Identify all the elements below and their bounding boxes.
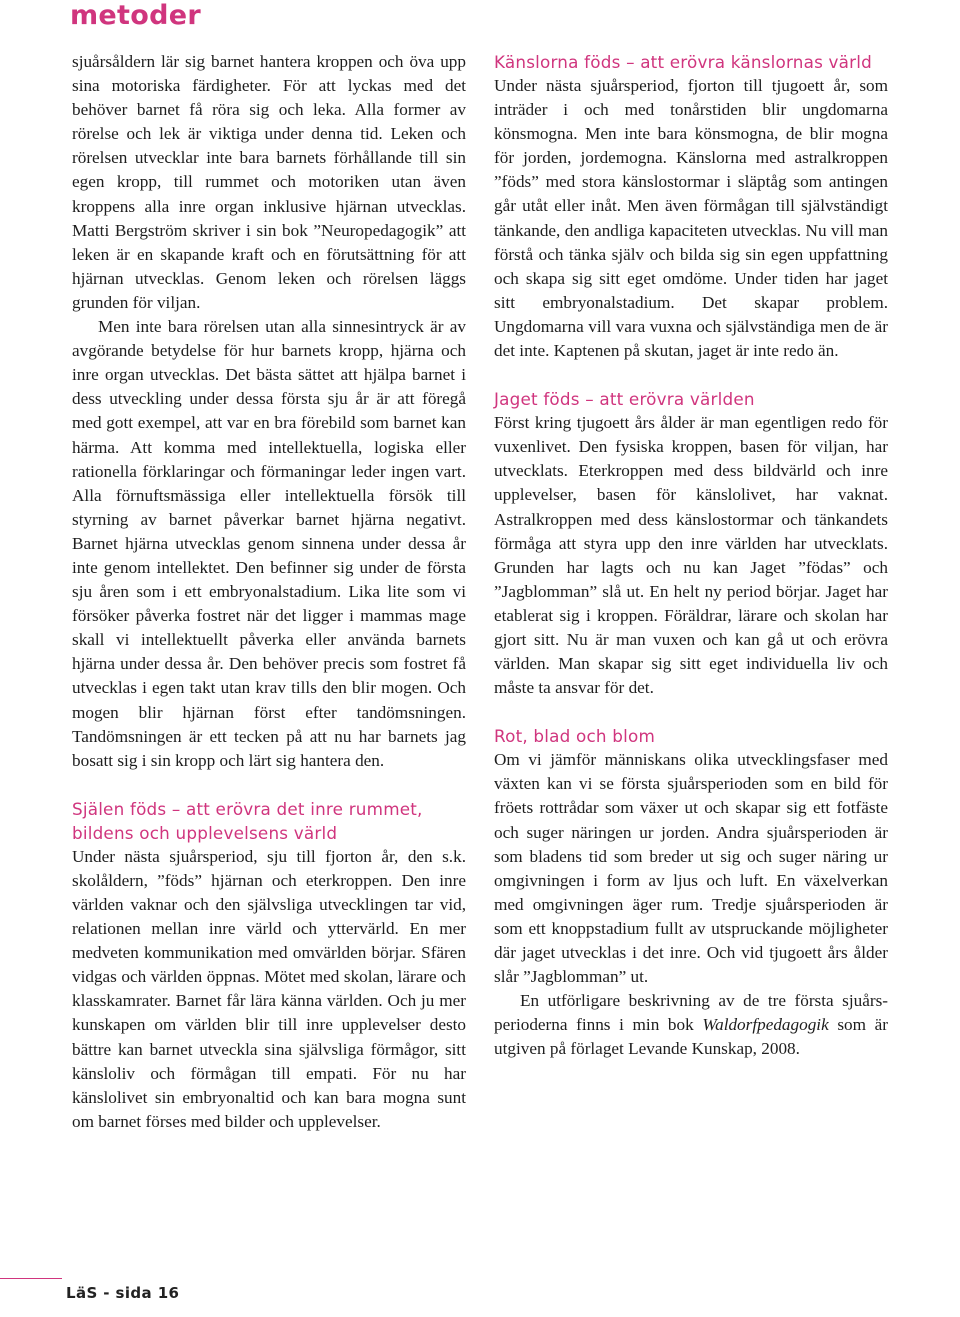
- page-number: LäS - sida 16: [66, 1284, 180, 1302]
- reference-text-before: En utförligare beskrivning av de tre första sjuårsperioderna finns i min bok: [494, 991, 888, 1035]
- body-paragraph: Under nästa sjuårsperiod, sju till fjorton år, den s.k. skolåldern, ”föds” hjärnan och eterkroppen. Den inre världen vaknar och den självsliga utvecklingen tar vid, relationen mellan inre värld och yttervärld. En mer medveten kommunikation med omvärlden börjar. Sfären vidgas och världen öppnas. Mötet med skolan, lärare och klasskamrater. Barnet får lära känna världen. Och ju mer kunskapen om världen blir till inre upplevelser desto bättre kan barnet utveckla sina självsliga förmågor, sitt känsloliv och förmågan till empati. För nu har känslolivet sin embryonaltid och kan bara mogna sunt om barnet förses med bilder och upplevelser.: [72, 846, 466, 1131]
- body-paragraph-reference: [494, 989, 888, 1061]
- subheading-jaget: Jaget föds – att erövra världen: [494, 389, 755, 410]
- page-footer: [0, 1278, 200, 1317]
- reference-text-after: som är utgiven på förlaget Levande Kunskap, 2008.: [494, 1015, 888, 1059]
- body-paragraph: Först kring tjugoett års ålder är man egentligen redo för vuxenlivet. Den fysiska kroppen, basen för viljan, har utvecklats. Eterkroppen med dess bildvärld och inre upplevelser, basen för känslolivet, har vaknat. Astralkroppen med dess känslostormar och tänkandets förmåga att styra upp den inre världen har utvecklats. Grunden har lagts och nu kan Jaget ”födas” och ”Jagblomman” slå ut. En helt ny period börjar. Jaget har etablerat sig i kroppen. Föräldrar, lärare och skolan har gjort sitt. Nu är man vuxen och kan gå ut och erövra världen. Man skapar sig sitt eget individuella liv och måste ta ansvar för det.: [494, 413, 888, 698]
- right-column: [494, 50, 888, 1061]
- book-title: Waldorfpedagogik: [702, 1015, 829, 1035]
- body-paragraph: Men inte bara rörelsen utan alla sinnesintryck är av avgörande betydelse för hur barnets kropp, hjärna och inre organ utvecklas. Det bästa sättet att hjälpa barnet i dess utveckling under dessa första sju år är att föregå med gott exempel, att var en bra förebild som barnet kan härma. Att komma med intellektuella, logiska eller rationella förklaringar och förmaningar leder ingen vart. Alla förnuftsmässiga eller intellektuella försök till styrning av barnet påverkar barnet hjärna negativt. Barnet hjärna utvecklas genom sinnena under dessa år inte genom intellektet. Den befinner sig under de första sju åren som i ett embryonalstadium. Lika lite som vi försöker påverka fostret när det ligger i mammas mage skall vi intellektuellt påverka eller använda barnets hjärna under dessa år. Den behöver precis som fostret få utvecklas i egen takt utan krav tills den blir mogen. Och mogen blir hjärnan först efter tandömsningen. Tandömsningen är ett tecken på att nu har barnets jag bosatt sig i sin kropp och lärt sig hantera den.: [72, 317, 466, 770]
- subheading-rot-blad-blom: Rot, blad och blom: [494, 726, 655, 747]
- subheading-kanslorna: Känslorna föds – att erövra känslornas värld: [494, 52, 872, 72]
- body-paragraph: Under nästa sjuårsperiod, fjorton till tjugoett år, som inträder i och med tonårstiden blir ungdomarna könsmogna. Men inte bara könsmogna, de blir mogna för jorden, jordemogna. Känslorna med astralkroppen ”föds” med stora känslostormar i släptåg som antingen går utåt eller inåt. Men även förmågan till självständigt tänkande, den andliga kapaciteten utvecklas. Nu vill man förstå och tänka själv och bilda sig sin egen uppfattning och skapa sig sitt eget omdöme. Under tiden har jaget sitt embryonalstadium. Det skapar problem. Ungdomarna vill vara vuxna och självständiga men de är det inte. Kaptenen på skutan, jaget är inte redo än.: [494, 76, 888, 361]
- section-title: metoder: [70, 0, 201, 31]
- subheading-sjalen: Själen föds – att erövra det inre rummet, bildens och upplevelsens värld: [72, 798, 423, 843]
- body-paragraph: Om vi jämför människans olika utvecklingsfaser med växten kan vi se första sjuårsperioden som en bild för fröets rottrådar som växer ut och skapar sig ett fotfäste och suger näringen ur jorden. Andra sjuårsperioden är som bladens tid som breder ut sig och suger näring ur omgivningen i form av ljus och luft. En växelverkan med omgivningen äger rum. Tredje sjuårsperioden är som ett knoppstadium fullt av utspruckande möjligheter där jaget utvecklas i det inre. Och vid tjugoett års ålder slår ”Jagblomman” ut.: [494, 750, 888, 987]
- footer-rule: [0, 1278, 62, 1279]
- left-column: [72, 50, 466, 1134]
- body-paragraph: sjuårsåldern lär sig barnet hantera kroppen och öva upp sina motoriska färdigheter. För att lyckas med det behöver barnet få röra sig och leka. Alla former av rörelse och lek är viktiga under denna tid. Leken och rörelsen utvecklar inte bara barnets förhållande till sin egen kropp, till rummet och motoriken utan även kroppens alla inre organ inklusive hjärnan utvecklas. Matti Bergström skriver i sin bok ”Neuropedagogik” att leken är en skapande kraft och en förutsättning för att hjärnan utvecklas. Genom leken och rörelsen läggs grunden för viljan.: [72, 52, 466, 312]
